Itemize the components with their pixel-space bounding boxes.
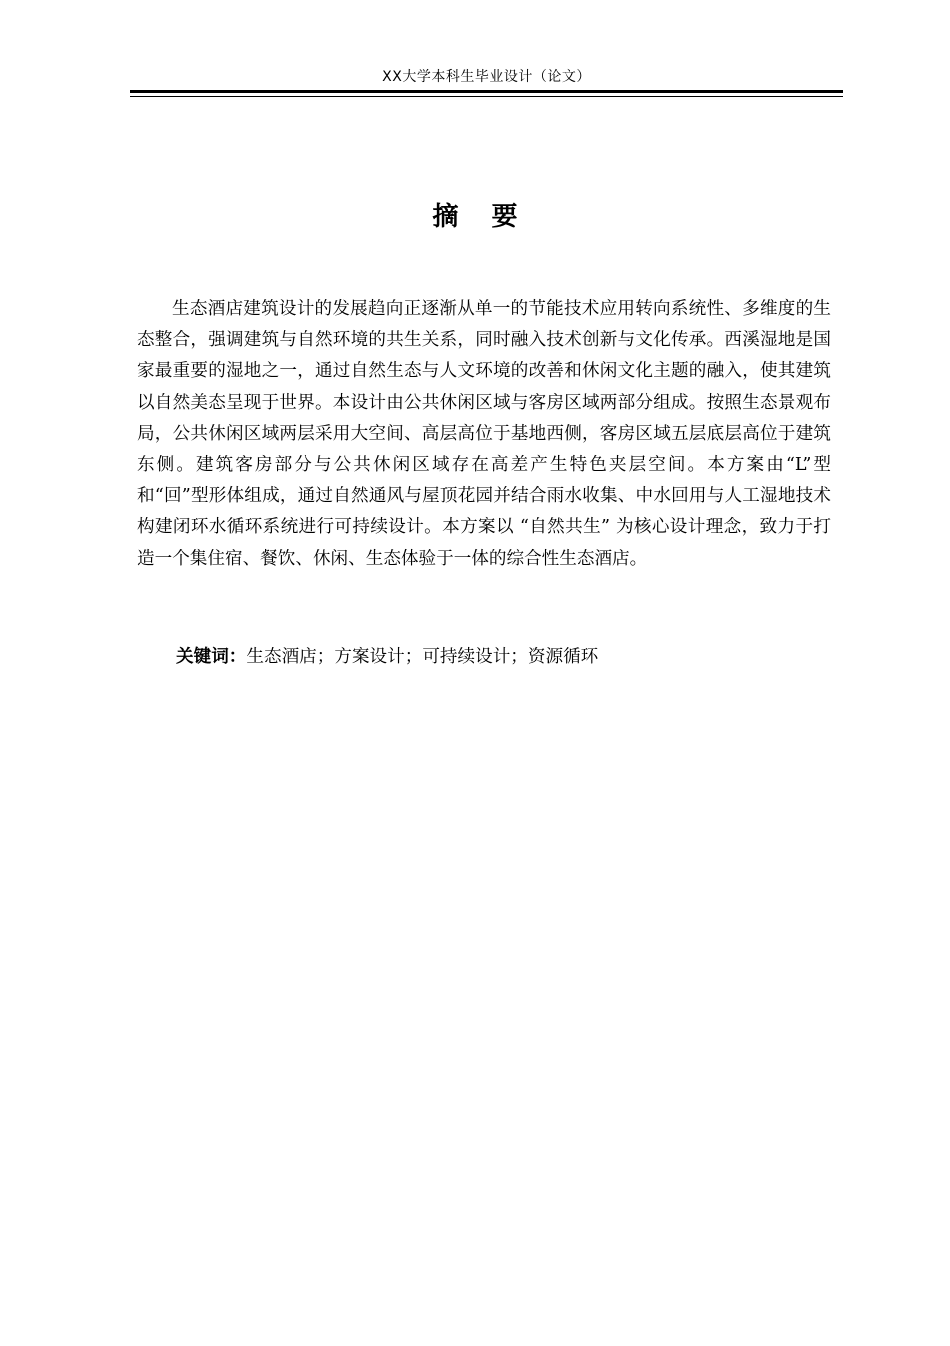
abstract-body: 生态酒店建筑设计的发展趋向正逐渐从单一的节能技术应用转向系统性、多维度的生态整合，强调建筑与自然环境的共生关系，同时融入技术创新与文化传承。西溪湿地是国家最重要的湿地之一，通过自然生态与人文环境的改善和休闲文化主题的融入，使其建筑以自然美态呈现于世界。本设计由公共休闲区域与客房区域两部分组成。按照生态景观布局，公共休闲区域两层采用大空间、高层高位于基地西侧，客房区域五层底层高位于建筑东侧。建筑客房部分与公共休闲区域存在高差产生特色夹层空间。本方案由“L”型和“回”型形体组成，通过自然通风与屋顶花园并结合雨水收集、中水回用与人工湿地技术构建闭环水循环系统进行可持续设计。本方案以 “自然共生” 为核心设计理念，致力于打造一个集住宿、餐饮、休闲、生态体验于一体的综合性生态酒店。 xyxy=(137,299,831,569)
abstract-title: 摘 要 xyxy=(432,202,530,232)
keywords-value: 生态酒店；方案设计；可持续设计；资源循环 xyxy=(246,647,599,667)
header-rule-thin xyxy=(130,96,843,97)
running-header: XX大学本科生毕业设计（论文） xyxy=(382,69,591,85)
keywords-label: 关键词： xyxy=(176,647,247,667)
header-rule-thick xyxy=(130,90,843,93)
keywords-line xyxy=(176,644,598,670)
